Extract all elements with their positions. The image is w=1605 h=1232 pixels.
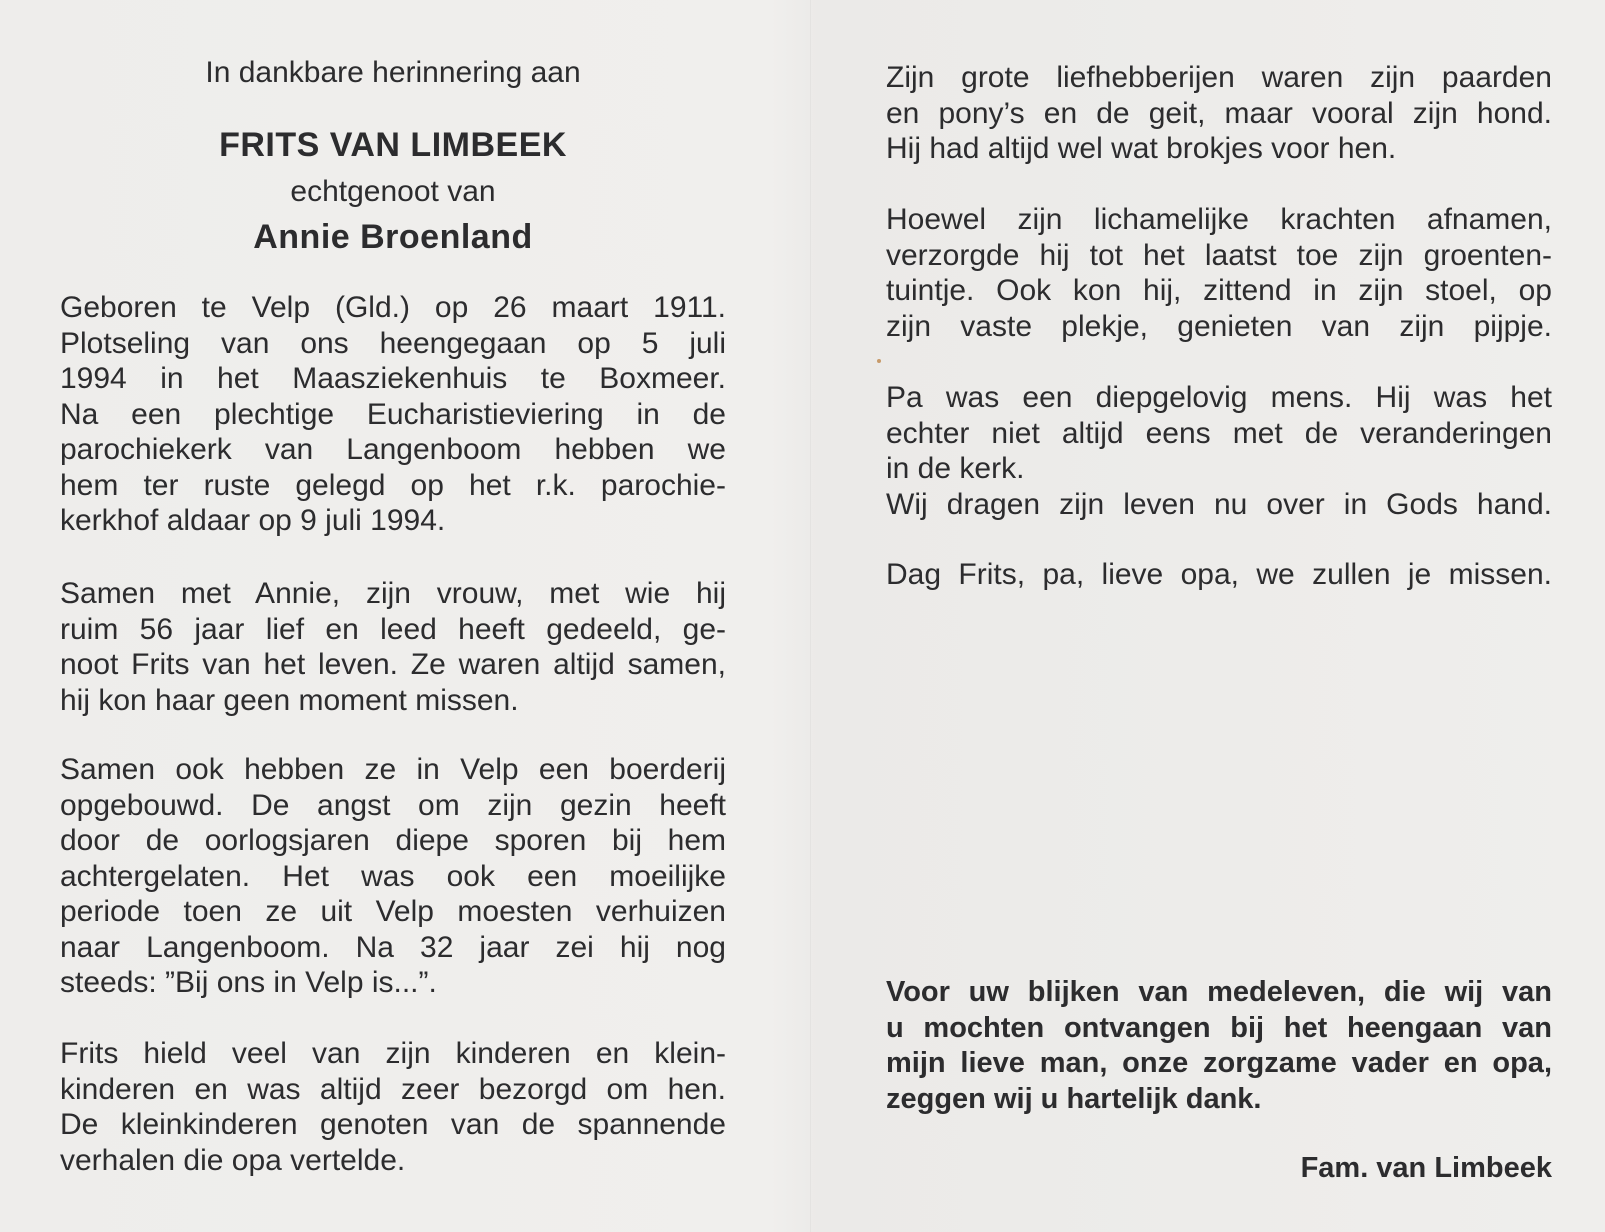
- paragraph-marriage: [60, 576, 726, 718]
- text-line: verhalen die opa vertelde.: [60, 1143, 406, 1177]
- text-line: Frits hield veel van zijn kinderen en klein-: [60, 1037, 726, 1070]
- text-line: hem ter ruste gelegd op het r.k. parochie-: [60, 468, 726, 502]
- paragraph-garden: [886, 202, 1552, 344]
- text-line: achtergelaten. Het was ook een moeilijke: [60, 859, 726, 893]
- text-line: zijn vaste plekje, genieten van zijn pijpje.: [886, 309, 1552, 343]
- text-line: Samen met Annie, zijn vrouw, met wie hij: [60, 577, 726, 610]
- text-line: zeggen wij u hartelijk dank.: [886, 1082, 1262, 1115]
- text-line: mijn lieve man, onze zorgzame vader en opa,: [886, 1047, 1552, 1079]
- text-line: ruim 56 jaar lief en leed heeft gedeeld, ge-: [60, 612, 726, 646]
- text-line: opgebouwd. De angst om zijn gezin heeft: [60, 788, 726, 822]
- deceased-name: FRITS VAN LIMBEEK: [219, 126, 567, 164]
- spouse-label: echtgenoot van: [290, 175, 496, 208]
- text-line: Zijn grote liefhebberijen waren zijn paarden: [886, 61, 1552, 94]
- thanks-paragraph: [886, 975, 1552, 1117]
- paragraph-grandchildren: [60, 1036, 726, 1178]
- text-line: periode toen ze uit Velp moesten verhuizen: [60, 895, 726, 928]
- text-line: hij kon haar geen moment missen.: [60, 683, 519, 717]
- paragraph-hobbies: [886, 60, 1552, 167]
- spouse-name: Annie Broenland: [253, 218, 533, 256]
- text-line: Voor uw blijken van medeleven, die wij van: [886, 976, 1552, 1008]
- paper-speck: [877, 359, 881, 363]
- text-line: kinderen en was altijd zeer bezorgd om hen.: [60, 1072, 726, 1106]
- text-line: verzorgde hij tot het laatst toe zijn groenten-: [886, 238, 1552, 272]
- paragraph-faith: [886, 380, 1552, 522]
- text-line: Samen ook hebben ze in Velp een boerderij: [60, 753, 726, 786]
- text-line: Wij dragen zijn leven nu over in Gods hand.: [886, 487, 1552, 521]
- paragraph-birth-death: [60, 290, 726, 539]
- intro-line: In dankbare herinnering aan: [205, 56, 581, 89]
- family-signature: Fam. van Limbeek: [1300, 1152, 1552, 1184]
- text-line: door de oorlogsjaren diepe sporen bij hem: [60, 824, 726, 857]
- text-line: in de kerk.: [886, 452, 1025, 485]
- text-line: naar Langenboom. Na 32 jaar zei hij nog: [60, 930, 726, 964]
- text-line: u mochten ontvangen bij het heengaan van: [886, 1011, 1552, 1044]
- text-line: steeds: ”Bij ons in Velp is...”.: [60, 966, 437, 999]
- text-line: Dag Frits, pa, lieve opa, we zullen je missen.: [886, 558, 1552, 591]
- text-line: Na een plechtige Eucharistieviering in de: [60, 397, 726, 431]
- text-line: kerkhof aldaar op 9 juli 1994.: [60, 504, 446, 537]
- text-line: Pa was een diepgelovig mens. Hij was het: [886, 381, 1552, 414]
- text-line: echter niet altijd eens met de veranderingen: [886, 416, 1552, 450]
- card-fold: [810, 0, 811, 1232]
- text-line: en pony’s en de geit, maar vooral zijn hond.: [886, 96, 1552, 130]
- text-line: Plotseling van ons heengegaan op 5 juli: [60, 326, 726, 360]
- paragraph-farm: [60, 752, 726, 1001]
- text-line: noot Frits van het leven. Ze waren altijd samen,: [60, 648, 726, 681]
- text-line: Hoewel zijn lichamelijke krachten afnamen,: [886, 203, 1552, 236]
- text-line: De kleinkinderen genoten van de spannende: [60, 1108, 726, 1141]
- text-line: Geboren te Velp (Gld.) op 26 maart 1911.: [60, 291, 726, 324]
- text-line: 1994 in het Maasziekenhuis te Boxmeer.: [60, 362, 726, 395]
- paragraph-farewell: [886, 557, 1552, 593]
- text-line: tuintje. Ook kon hij, zittend in zijn stoel, op: [886, 274, 1552, 307]
- text-line: Hij had altijd wel wat brokjes voor hen.: [886, 132, 1397, 165]
- text-line: parochiekerk van Langenboom hebben we: [60, 433, 726, 466]
